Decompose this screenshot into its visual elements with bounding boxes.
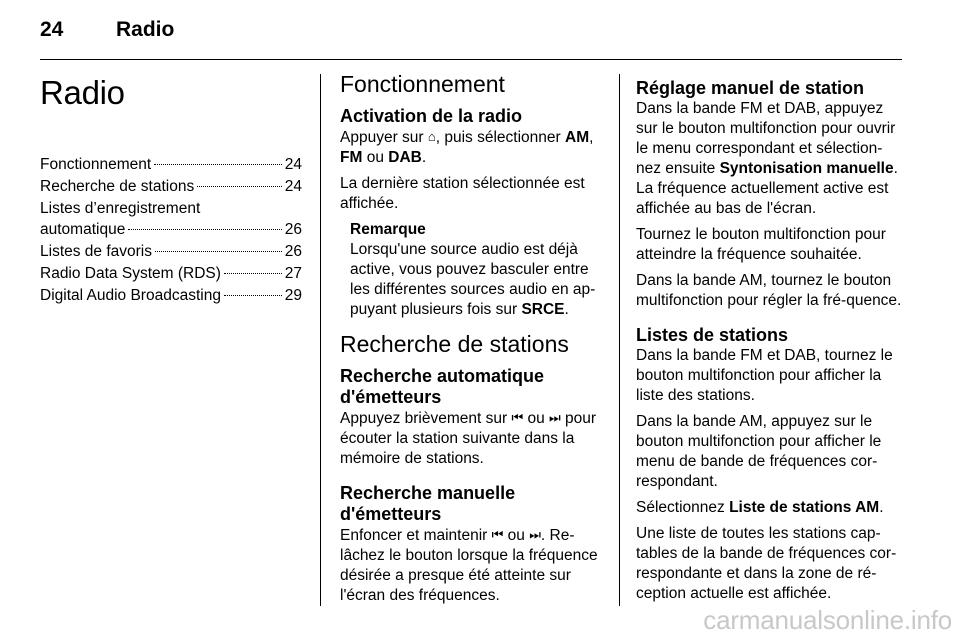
- content-column-right: [636, 70, 902, 610]
- column-divider-right: [619, 74, 620, 606]
- skip-previous-icon: ⏮: [491, 527, 504, 542]
- content-column-middle: [340, 70, 603, 612]
- note-box: [350, 220, 603, 320]
- paragraph: Dans la bande FM et DAB, appuyez sur le bouton multifonction pour ouvrir le menu correspondant et sélection-nez ensuite Syntonisation manuelle. La fréquence actuellement active est affichée au bas de l'écran.: [636, 100, 898, 217]
- toc-item[interactable]: Listes de favoris 26: [40, 243, 302, 260]
- chapter-title: Radio: [40, 74, 125, 111]
- paragraph: Appuyez brièvement sur ⏮ ou ⏭ pour écouter la station suivante dans la mémoire de stations.: [340, 410, 597, 467]
- paragraph: Dans la bande AM, tournez le bouton multifonction pour régler la fré-quence.: [636, 272, 902, 309]
- paragraph: Dans la bande AM, appuyez sur le bouton multifonction pour afficher le menu de bande de fréquences cor-respondant.: [636, 413, 882, 490]
- subsection-heading: Recherche automatique d'émetteurs: [340, 366, 545, 407]
- skip-next-icon: ⏭: [529, 527, 541, 542]
- note-title: Remarque: [350, 221, 426, 238]
- section-heading: Fonctionnement: [340, 71, 505, 97]
- home-icon: ⌂: [427, 129, 436, 144]
- paragraph: Sélectionnez Liste de stations AM.: [636, 499, 884, 516]
- skip-previous-icon: ⏮: [511, 410, 524, 425]
- column-divider-left: [320, 74, 321, 606]
- subsection-heading: Réglage manuel de station: [636, 78, 865, 98]
- paragraph: La dernière station sélectionnée est affichée.: [340, 175, 585, 212]
- toc-item-line1[interactable]: Listes d’enregistrement: [40, 200, 201, 217]
- paragraph: Une liste de toutes les stations cap-tables de la bande de fréquences cor-respondante et dans la zone de ré-ception actuelle est affichée.: [636, 525, 897, 602]
- toc-column: [40, 70, 302, 307]
- toc-item[interactable]: Recherche de stations 24: [40, 178, 302, 195]
- toc-item[interactable]: Radio Data System (RDS) 27: [40, 265, 302, 282]
- paragraph: Enfoncer et maintenir ⏮ ou ⏭. Re-lâchez le bouton lorsque la fréquence désirée a presque été atteinte sur l'écran des fréquences.: [340, 527, 598, 604]
- skip-next-icon: ⏭: [549, 410, 561, 425]
- watermark: carmanualsonline.info: [703, 605, 952, 635]
- toc-item[interactable]: Digital Audio Broadcasting 29: [40, 287, 302, 304]
- subsection-heading: Listes de stations: [636, 325, 789, 345]
- section-heading: Recherche de stations: [340, 331, 569, 357]
- header-rule: [40, 59, 902, 60]
- paragraph: Dans la bande FM et DAB, tournez le bouton multifonction pour afficher la liste des stations.: [636, 347, 893, 404]
- running-title: Radio: [116, 18, 175, 41]
- toc-item[interactable]: automatique 26: [40, 221, 302, 238]
- subsection-heading: Activation de la radio: [340, 106, 523, 126]
- paragraph: Tournez le bouton multifonction pour atteindre la fréquence souhaitée.: [636, 226, 886, 263]
- paragraph: Appuyer sur ⌂, puis sélectionner AM, FM ou DAB.: [340, 129, 594, 166]
- subsection-heading: Recherche manuelle d'émetteurs: [340, 483, 516, 524]
- toc-item[interactable]: Fonctionnement 24: [40, 156, 302, 173]
- page-number: 24: [40, 18, 64, 41]
- note-text: Lorsqu'une source audio est déjà active, vous pouvez basculer entre les différentes sources audio en ap-puyant plusieurs fois sur SRCE.: [350, 241, 596, 318]
